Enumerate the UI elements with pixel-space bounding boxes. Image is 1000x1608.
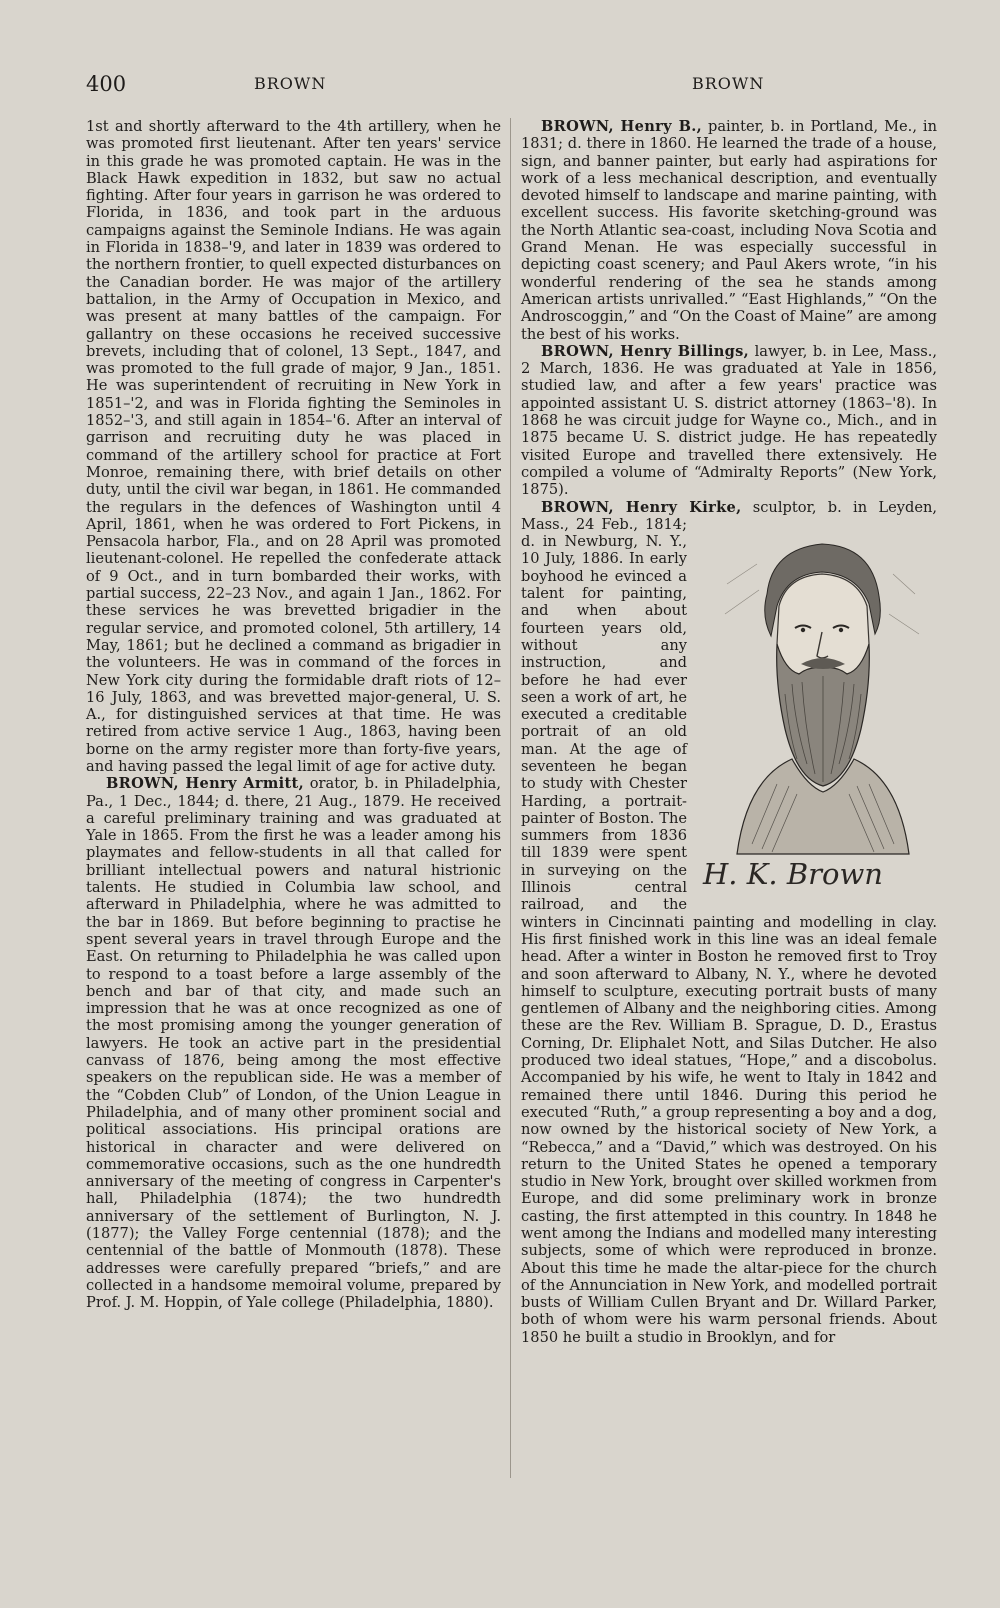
engraved-portrait-bearded-man-icon bbox=[697, 524, 937, 894]
portrait-figure bbox=[697, 524, 937, 894]
column-divider bbox=[510, 118, 511, 1478]
left-column bbox=[86, 118, 501, 1311]
entry-text: painter, b. in Portland, Me., in 1831; d. there in 1860. He learned the trade of a house, sign, and banner painter, but early had aspirations for work of a less mechanical description, and eventually devoted himself to landscape and marine painting, with excellent success. His favorite sketching-ground was the North Atlantic sea-coast, including Nova Scotia and Grand Menan. He was especially successful in depicting coast scenery; and Paul Akers wrote, “in his wonderful rendering of the sea he stands among American artists unrivalled.” “East Highlands,” “On the Androscoggin,” and “On the Coast of Maine” are among the best of his works. bbox=[521, 118, 938, 343]
portrait-signature: H. K. Brown bbox=[703, 856, 883, 891]
entry-text: orator, b. in Philadelphia, Pa., 1 Dec., 1844; d. there, 21 Aug., 1879. He received a careful preliminary training and was graduated at Yale in 1865. From the first he was a leader among his playmates and fellow-students in all that called for brilliant intellectual powers and natural histrionic talents. He studied in Columbia law school, and afterward in Philadelphia, where he was admitted to the bar in 1869. But before beginning to practise he spent several years in travel through Europe and the East. On returning to Philadelphia he was called upon to respond to a toast before a large assembly of the bench and bar of that city, and made such an impression that he was at once recognized as one of the most promising among the younger generation of lawyers. He took an active part in the presidential canvass of 1876, being among the most effective speakers on the republican side. He was a member of the “Cobden Club” of London, of the Union League in Philadelphia, and of many other prominent social and political associations. His principal orations are historical in character and were delivered on commemorative occasions, such as the one hundredth anniversary of the meeting of congress in Carpenter's hall, Philadelphia (1874); the two hundredth anniversary of the settlement of Burlington, N. J. (1877); the Valley Forge centennial (1878); and the centennial of the battle of Monmouth (1878). These addresses were carefully prepared “briefs,” and are collected in a handsome memoiral volume, prepared by Prof. J. M. Hoppin, of Yale college (Philadelphia, 1880). bbox=[86, 775, 501, 1312]
running-head-left: BROWN bbox=[254, 74, 327, 93]
entry-text: lawyer, b. in Lee, Mass., 2 March, 1836. He was graduated at Yale in 1856, studied law, and after a few years' practice was appointed assistant U. S. district attorney (1863–'8). In 1868 he was circuit judge for Wayne co., Mich., and in 1875 became U. S. district judge. He has repeatedly visited Europe and travelled there extensively. He compiled a volume of “Admiralty Reports” (New York, 1875). bbox=[521, 342, 937, 499]
entry-name: BROWN, Henry Armitt, bbox=[106, 775, 304, 793]
entry-text: sculptor, b. in Leyden, Mass., 24 Feb., 1814; d. in Newburg, N. Y., 10 July, 1886. In early boyhood he evinced a talent for painting, and when about fourteen years old, without any instruction, and before he had ever seen a work of art, he executed a creditable portrait of an old man. At the age of seventeen he began to study with Chester Harding, a portrait-painter of Boston. The summers from 1836 till 1839 were spent in surveying on the Illinois central railroad, and the winters in Cincinnati painting and modelling in clay. His first finished work in this line was an ideal female head. After a winter in Boston he removed first to Troy and soon afterward to Albany, N. Y., where he devoted himself to sculpture, executing portrait busts of many gentlemen of Albany and the neighboring cities. Among these are the Rev. William B. Sprague, D. D., Erastus Corning, Dr. Eliphalet Nott, and Silas Dutcher. He also produced two ideal statues, “Hope,” and a discobolus. Accompanied by his wife, he went to Italy in 1842 and remained there until 1846. During this period he executed “Ruth,” a group representing a boy and a dog, now owned by the historical society of New York, a “Rebecca,” and a “David,” which was destroyed. On his return to the United States he opened a temporary studio in New York, brought over skilled workmen from Europe, and did some preliminary work in bronze casting, the first attempted in this country. In 1848 he went among the Indians and modelled many interesting subjects, some of which were reproduced in bronze. About this time he made the altar-piece for the church of the Annunciation in New York, and modelled portrait busts of William Cullen Bryant and Dr. Willard Parker, both of whom were his warm personal friends. About 1850 he built a studio in Brooklyn, and for bbox=[521, 498, 937, 1346]
right-column bbox=[521, 118, 937, 1346]
entry-name: BROWN, Henry Kirke, bbox=[541, 498, 742, 516]
entry-henry-billings-brown bbox=[521, 343, 937, 499]
page-header bbox=[86, 72, 946, 102]
entry-name: BROWN, Henry Billings, bbox=[541, 342, 750, 360]
entry-henry-armitt-brown bbox=[86, 775, 501, 1311]
entry-henry-b-brown bbox=[521, 118, 937, 343]
entry-name: BROWN, Henry B., bbox=[541, 118, 703, 135]
page-number: 400 bbox=[86, 72, 127, 96]
entry-henry-kirke-brown bbox=[521, 499, 937, 1347]
running-head-right: BROWN bbox=[692, 74, 765, 93]
entry-continuation: 1st and shortly afterward to the 4th artillery, when he was promoted first lieutenant. After ten years' service in this grade he was promoted captain. He was in the Black Hawk expedition in 1832, but saw no actual fighting. After four years in garrison he was ordered to Florida, in 1836, and took part in the arduous campaigns against the Seminole Indians. He was again in Florida in 1838–'9, and later in 1839 was ordered to the northern frontier, to quell expected disturbances on the Canadian border. He was major of the artillery battalion, in the Army of Occupation in Mexico, and was present at many battles of the campaign. For gallantry on these occasions he received successive brevets, including that of colonel, 13 Sept., 1847, and was promoted to the full grade of major, 9 Jan., 1851. He was superintendent of recruiting in New York in 1851–'2, and was in Florida fighting the Seminoles in 1852–'3, and still again in 1854–'6. After an interval of garrison and recruiting duty he was placed in command of the artillery school for practice at Fort Monroe, remaining there, with brief details on other duty, until the civil war began, in 1861. He commanded the regulars in the defences of Washington until 4 April, 1861, when he was ordered to Fort Pickens, in Pensacola harbor, Fla., and on 28 April was promoted lieutenant-colonel. He repelled the confederate attack of 9 Oct., and in turn bombarded their works, with partial success, 22–23 Nov., and again 1 Jan., 1862. For these services he was brevetted brigadier in the regular service, and promoted colonel, 5th artillery, 14 May, 1861; but he declined a command as brigadier in the volunteers. He was in command of the forces in New York city during the formidable draft riots of 12–16 July, 1863, and was brevetted major-general, U. S. A., for distinguished services at that time. He was retired from active service 1 Aug., 1863, having been borne on the army register more than forty-five years, and having passed the legal limit of age for active duty. bbox=[86, 118, 501, 775]
